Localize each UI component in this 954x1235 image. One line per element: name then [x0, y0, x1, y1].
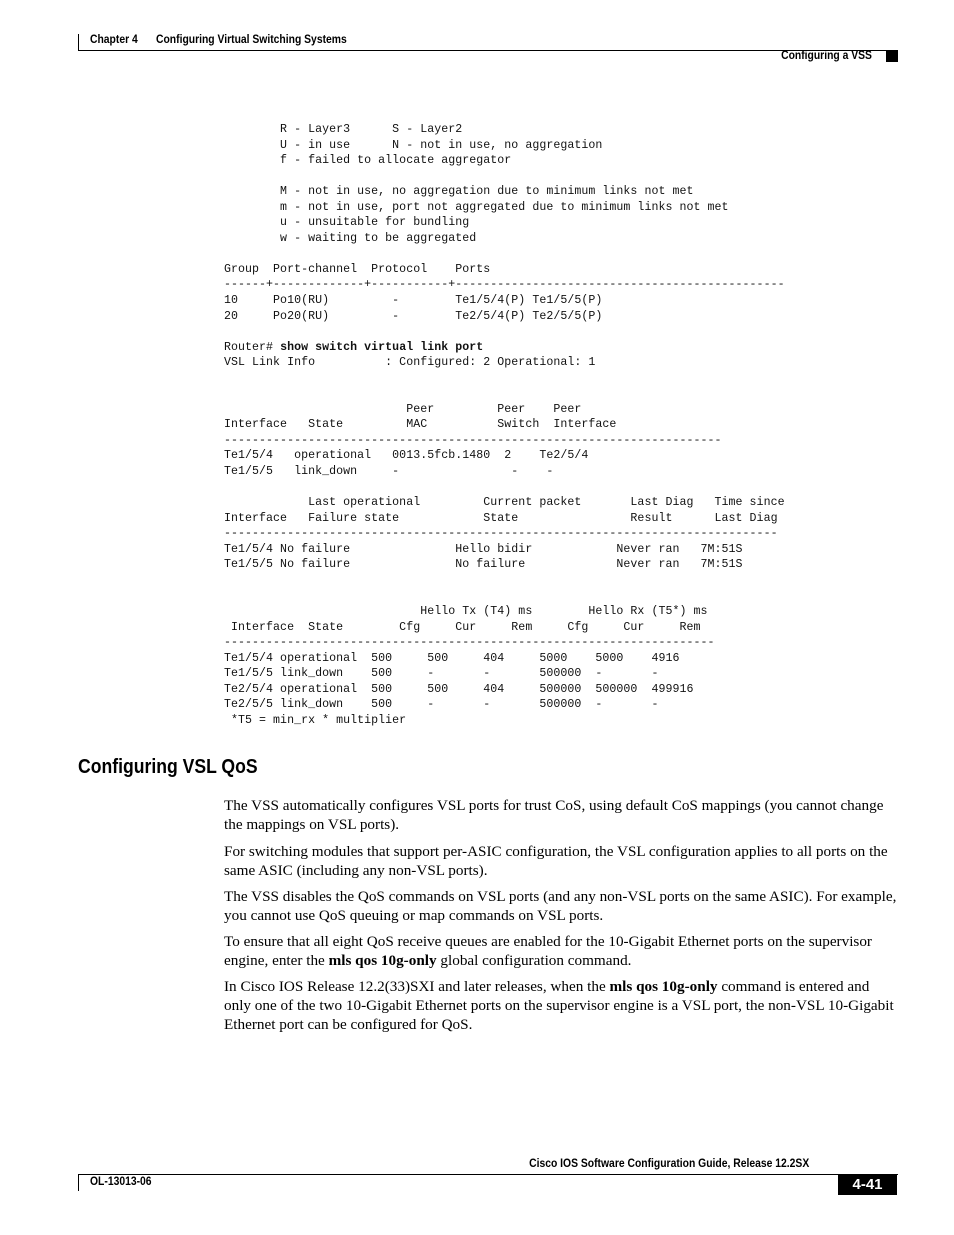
code-line — [224, 246, 785, 262]
code-line: Te2/5/5 link_down 500 - - 500000 - - — [224, 698, 659, 712]
page-number: 4-41 — [838, 1174, 897, 1195]
code-line: u - unsuitable for bundling — [224, 216, 470, 230]
code-line: 10 Po10(RU) - Te1/5/4(P) Te1/5/5(P) — [224, 294, 603, 308]
code-line: Group Port-channel Protocol Ports — [224, 262, 491, 276]
cli-output — [224, 122, 785, 728]
code-line: f - failed to allocate aggregator — [224, 154, 512, 168]
paragraph-text: For switching modules that support per-ASIC configuration, the VSL configuration applies to all ports on the same ASIC (including any non-VSL ports). — [224, 843, 888, 879]
code-line: Te1/5/5 No failure No failure Never ran 7M:51S — [224, 558, 743, 572]
paragraph-text-part: command is entered and only one of the two 10-Gigabit Ethernet ports on the supervisor engine is a VSL port, the non-VSL 10-Gigabit Ethernet port can be configured for QoS. — [224, 978, 894, 1033]
paragraph-text: The VSS automatically configures VSL ports for trust CoS, using default CoS mappings (you cannot change the mappings on VSL ports). — [224, 797, 884, 833]
footer-left-bar — [78, 1174, 79, 1191]
section-heading: Configuring VSL QoS — [78, 756, 258, 778]
code-line: Te1/5/4 No failure Hello bidir Never ran 7M:51S — [224, 542, 743, 556]
code-line — [224, 169, 785, 185]
code-line — [224, 480, 785, 496]
chapter-label: Chapter 4 — [90, 34, 138, 46]
paragraph-text-part: To ensure that all eight QoS receive queues are enabled for the 10-Gigabit Ethernet ports on the supervisor engine, enter the — [224, 933, 872, 969]
paragraph-4 — [224, 932, 899, 970]
code-line — [224, 573, 785, 589]
guide-title: Cisco IOS Software Configuration Guide, Release 12.2SX — [528, 1158, 809, 1170]
doc-number: OL-13013-06 — [90, 1176, 152, 1188]
footer-rule — [78, 1174, 898, 1175]
header-left-bar — [78, 34, 79, 50]
command-name: mls qos 10g-only — [328, 952, 437, 969]
code-line: 20 Po20(RU) - Te2/5/4(P) Te2/5/5(P) — [224, 309, 603, 323]
header-rule — [78, 50, 898, 51]
code-line: Te1/5/5 link_down - - - — [224, 465, 554, 479]
code-line: Te1/5/5 link_down 500 - - 500000 - - — [224, 667, 659, 681]
code-line: ----------------------------------------------------------------------- — [224, 433, 722, 447]
paragraph-1 — [224, 796, 899, 834]
chapter-title: Configuring Virtual Switching Systems — [156, 34, 347, 46]
code-line: Hello Tx (T4) ms Hello Rx (T5*) ms — [224, 604, 708, 618]
code-line: Interface State Cfg Cur Rem Cfg Cur Rem — [224, 620, 701, 634]
code-line: U - in use N - not in use, no aggregation — [224, 138, 603, 152]
code-line: R - Layer3 S - Layer2 — [224, 123, 463, 136]
command-name: mls qos 10g-only — [609, 978, 718, 995]
router-command: show switch virtual link port — [280, 340, 484, 354]
code-line: *T5 = min_rx * multiplier — [224, 713, 407, 727]
paragraph-2 — [224, 842, 899, 880]
paragraph-text: The VSS disables the QoS commands on VSL ports (and any non-VSL ports on the same ASIC). For example, you cannot use QoS queuing or map commands on VSL ports. — [224, 888, 897, 924]
code-line: Interface Failure state State Result Last Diag — [224, 511, 778, 525]
code-line — [224, 588, 785, 604]
code-line: Last operational Current packet Last Diag Time since — [224, 496, 785, 510]
code-line — [224, 371, 785, 387]
code-line: Te1/5/4 operational 500 500 404 5000 5000 4916 — [224, 651, 680, 665]
paragraph-text-part: global configuration command. — [436, 952, 632, 969]
header-marker — [886, 51, 898, 62]
code-command-line — [224, 340, 785, 356]
code-line: ------------------------------------------------------------------------------- — [224, 527, 778, 541]
paragraph-text — [224, 932, 899, 970]
paragraph-text-part: In Cisco IOS Release 12.2(33)SXI and later releases, when the — [224, 978, 610, 995]
code-line: Interface State MAC Switch Interface — [224, 418, 617, 432]
code-line — [224, 386, 785, 402]
code-line: Peer Peer Peer — [224, 402, 582, 416]
code-line: VSL Link Info : Configured: 2 Operational: 1 — [224, 356, 596, 370]
code-line: m - not in use, port not aggregated due to minimum links not met — [224, 200, 729, 214]
router-prompt: Router# — [224, 340, 281, 354]
code-line: Te1/5/4 operational 0013.5fcb.1480 2 Te2/5/4 — [224, 449, 589, 463]
paragraph-5 — [224, 977, 899, 1034]
code-line: ---------------------------------------------------------------------- — [224, 636, 715, 650]
code-line: M - not in use, no aggregation due to minimum links not met — [224, 185, 694, 199]
paragraph-text — [224, 977, 899, 1034]
code-line — [224, 324, 785, 340]
code-line: Te2/5/4 operational 500 500 404 500000 500000 499916 — [224, 682, 694, 696]
code-line: ------+-------------+-----------+----------------------------------------------- — [224, 278, 785, 292]
paragraph-3 — [224, 887, 899, 925]
code-line: w - waiting to be aggregated — [224, 231, 477, 245]
section-running-title: Configuring a VSS — [781, 50, 872, 62]
